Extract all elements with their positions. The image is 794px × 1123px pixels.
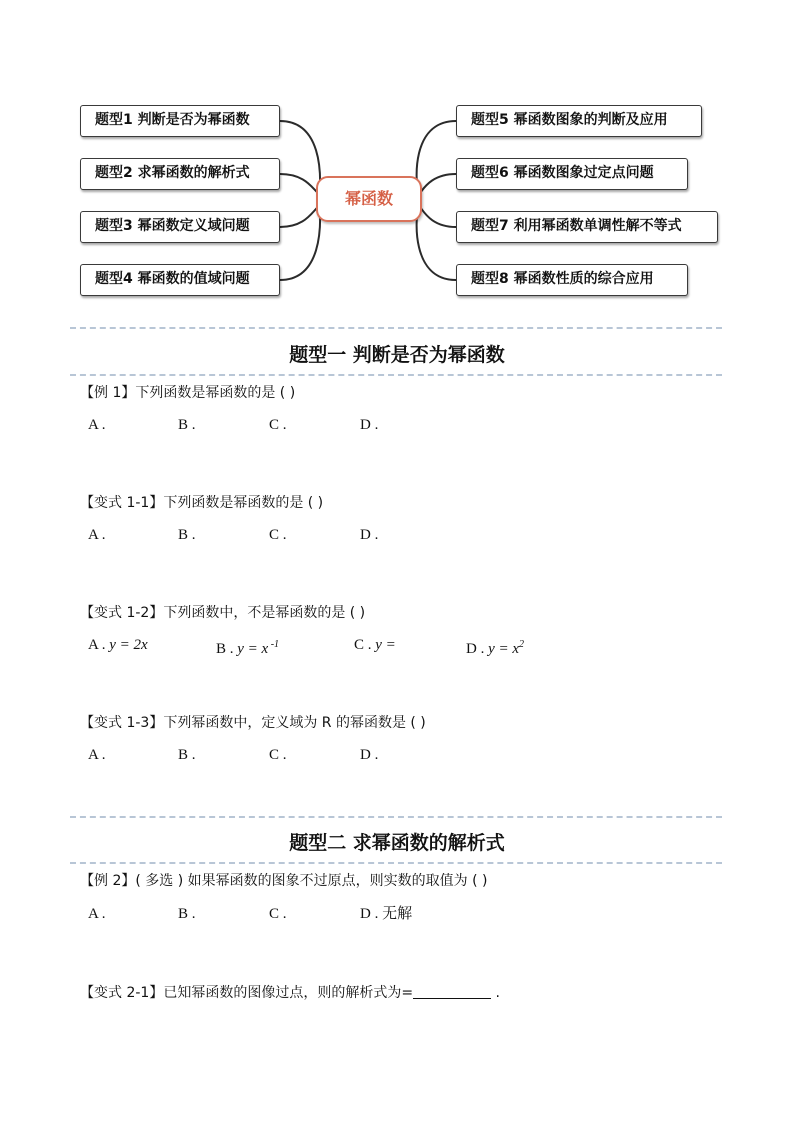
option-d: D . — [360, 747, 379, 763]
option-d-formula: y = x — [488, 641, 520, 657]
mindmap-node-4: 题型4 幂函数的值域问题 — [80, 264, 280, 296]
option-c: C . — [269, 747, 287, 763]
question-example-1: 【例 1】下列函数是幂函数的是 ( ) — [80, 385, 296, 401]
option-c-formula: y = — [375, 637, 396, 653]
connector-1 — [280, 121, 320, 190]
connector-6 — [420, 174, 456, 193]
option-b: B . — [178, 527, 196, 543]
section-title-1: 题型一 判断是否为幂函数 — [289, 344, 505, 366]
connector-5 — [417, 121, 456, 190]
option-a: A . — [88, 747, 106, 763]
section-divider — [70, 862, 722, 864]
option-a-label: A . — [88, 637, 110, 653]
answer-blank — [413, 984, 491, 999]
question-variant-2-1-tail: . — [491, 985, 500, 1001]
mindmap-node-5: 题型5 幂函数图象的判断及应用 — [456, 105, 702, 137]
option-d-label: D . — [466, 641, 489, 657]
mindmap-node-6: 题型6 幂函数图象过定点问题 — [456, 158, 688, 190]
connector-4 — [280, 210, 320, 280]
option-c-label: C . — [354, 637, 376, 653]
mindmap-node-8: 题型8 幂函数性质的综合应用 — [456, 264, 688, 296]
option-b: B . — [178, 747, 196, 763]
connector-7 — [420, 207, 456, 227]
question-variant-1-2: 【变式 1-2】下列函数中，不是幂函数的是 ( ) — [80, 605, 366, 621]
option-a: A . — [88, 417, 106, 433]
option-a: A . — [88, 527, 106, 543]
option-d — [466, 636, 524, 658]
option-b-label: B . — [216, 641, 238, 657]
option-c: C . — [269, 417, 287, 433]
option-a: A . — [88, 906, 106, 922]
question-variant-1-3: 【变式 1-3】下列幂函数中，定义域为 R 的幂函数是 ( ) — [80, 715, 426, 731]
section-divider — [70, 374, 722, 376]
option-c: C . — [269, 527, 287, 543]
option-c — [354, 636, 396, 654]
mindmap-center-node: 幂函数 — [316, 176, 422, 222]
option-b-formula: y = x — [237, 641, 269, 657]
mindmap-node-1: 题型1 判断是否为幂函数 — [80, 105, 280, 137]
question-example-2: 【例 2】( 多选 ) 如果幂函数的图象不过原点，则实数的取值为 ( ) — [80, 873, 488, 889]
option-c: C . — [269, 906, 287, 922]
option-d: D . 无解 — [360, 906, 413, 922]
mindmap-node-3: 题型3 幂函数定义域问题 — [80, 211, 280, 243]
connector-2 — [280, 174, 318, 193]
section-divider — [70, 327, 722, 329]
option-b-exponent: -1 — [268, 639, 280, 650]
mindmap-node-2: 题型2 求幂函数的解析式 — [80, 158, 280, 190]
connector-3 — [280, 207, 318, 227]
option-d: D . — [360, 417, 379, 433]
mindmap-node-7: 题型7 利用幂函数单调性解不等式 — [456, 211, 718, 243]
option-b: B . — [178, 906, 196, 922]
option-a — [88, 636, 148, 654]
option-b — [216, 636, 279, 658]
question-variant-2-1-stem: 【变式 2-1】已知幂函数的图像过点，则的解析式为= — [80, 985, 414, 1001]
option-a-formula: y = 2x — [109, 637, 148, 653]
option-d: D . — [360, 527, 379, 543]
question-variant-2-1 — [80, 984, 500, 1002]
question-variant-1-1: 【变式 1-1】下列函数是幂函数的是 ( ) — [80, 495, 324, 511]
option-b: B . — [178, 417, 196, 433]
section-title-2: 题型二 求幂函数的解析式 — [289, 832, 505, 854]
connector-8 — [417, 210, 456, 280]
section-divider — [70, 816, 722, 818]
option-d-exponent: 2 — [519, 639, 525, 650]
